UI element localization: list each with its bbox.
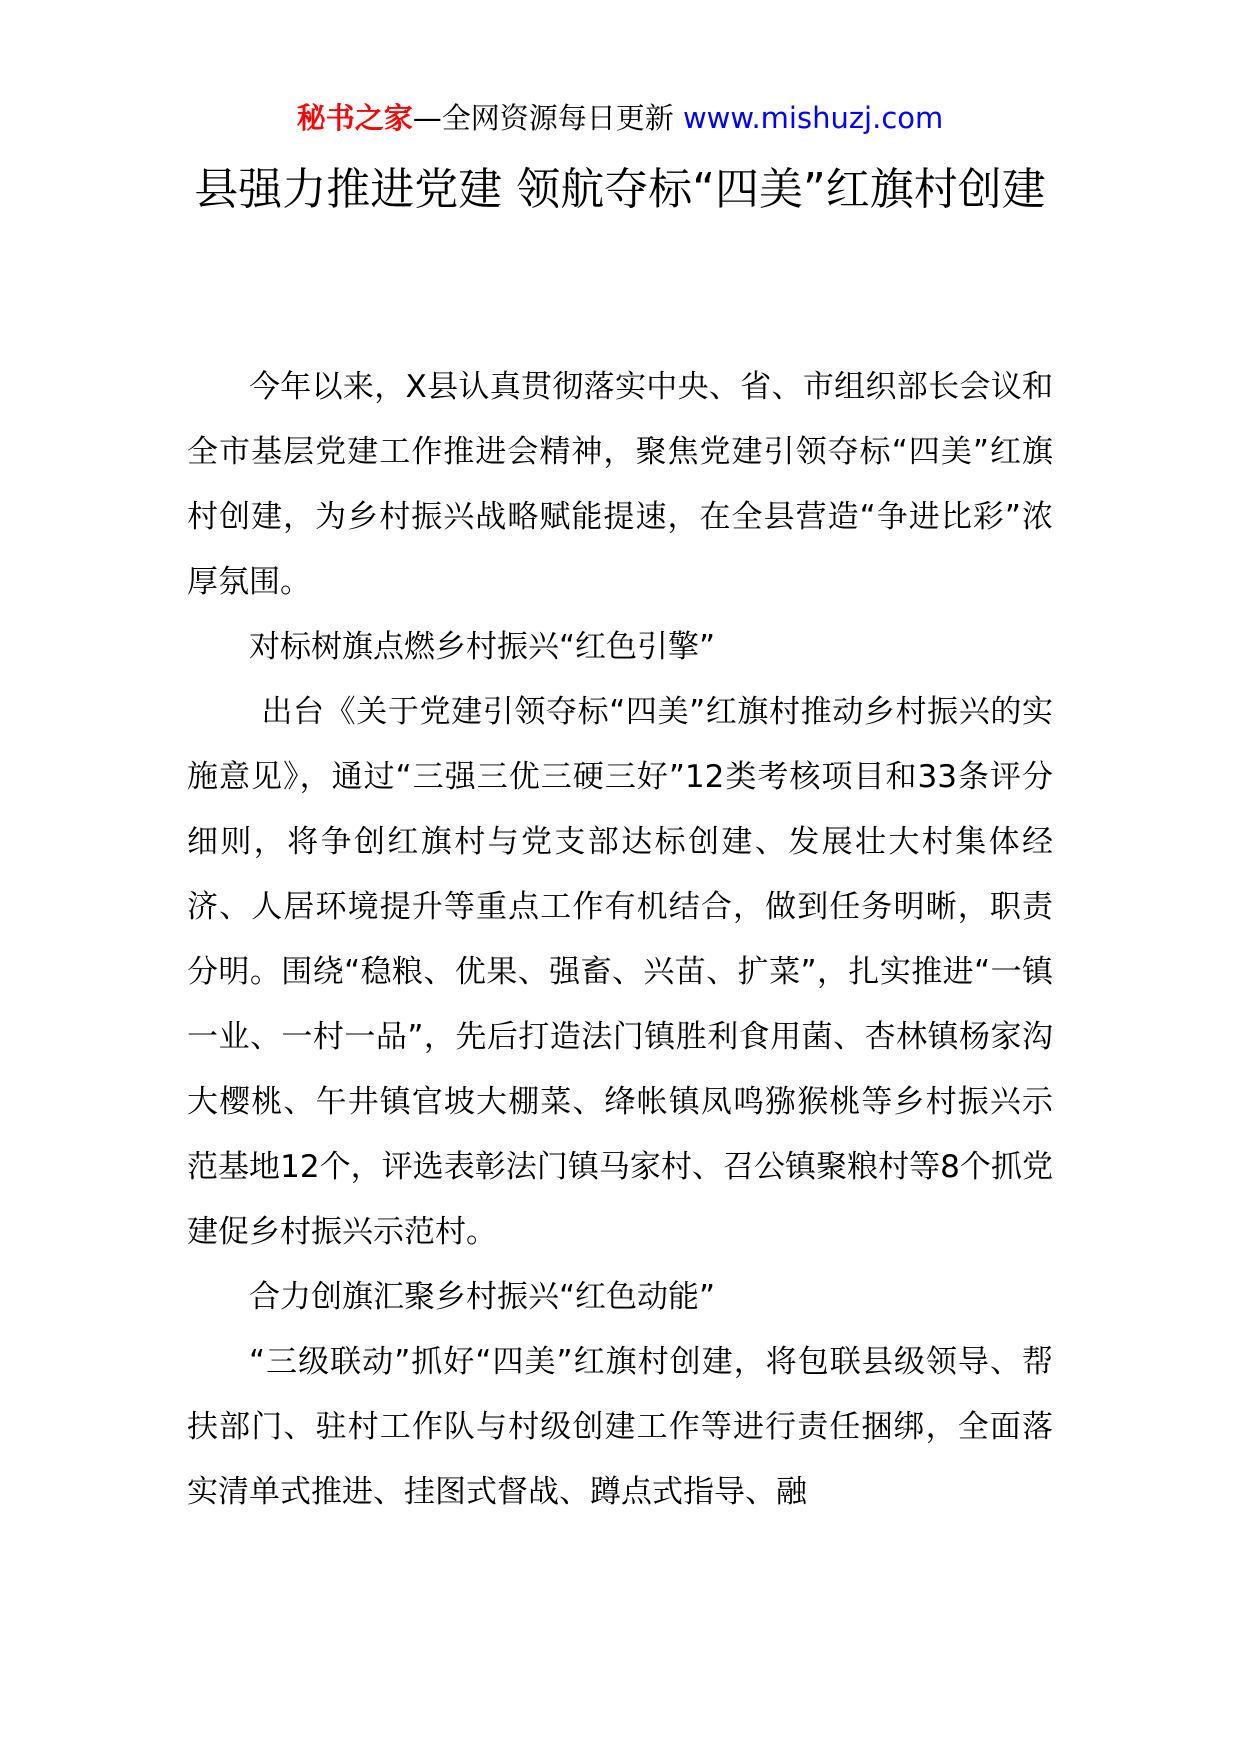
section-heading-1: 对标树旗点燃乡村振兴“红色引擎” bbox=[249, 629, 716, 665]
intro-paragraph: 今年以来，X县认真贯彻落实中央、省、市组织部长会议和全市基层党建工作推进会精神，聚焦党建引领夺标“四美”红旗村创建，为乡村振兴战略赋能提速，在全县营造“争进比彩”浓厚氛围。 bbox=[187, 369, 1053, 600]
section-heading-2: 合力创旗汇聚乡村振兴“红色动能” bbox=[249, 1279, 716, 1315]
site-url-link[interactable]: www.mishuzj.com bbox=[682, 101, 944, 135]
site-header bbox=[0, 98, 1240, 138]
site-tagline: —全网资源每日更新 bbox=[412, 101, 683, 135]
section-paragraph-2: “三级联动”抓好“四美”红旗村创建，将包联县级领导、帮扶部门、驻村工作队与村级创建工作等进行责任捆绑，全面落实清单式推进、挂图式督战、蹲点式指导、融 bbox=[187, 1344, 1053, 1510]
document-title: 县强力推进党建 领航夺标“四美”红旗村创建 bbox=[194, 164, 1046, 215]
section-paragraph-1: 出台《关于党建引领夺标“四美”红旗村推动乡村振兴的实施意见》，通过“三强三优三硬三好”12类考核项目和33条评分细则，将争创红旗村与党支部达标创建、发展壮大村集体经济、人居环境提升等重点工作有机结合，做到任务明晰，职责分明。围绕“稳粮、优果、强畜、兴苗、扩菜”，扎实推进“一镇一业、一村一品”，先后打造法门镇胜利食用菌、杏林镇杨家沟大樱桃、午井镇官坡大棚菜、绛帐镇凤鸣猕猴桃等乡村振兴示范基地12个，评选表彰法门镇马家村、召公镇聚粮村等8个抓党建促乡村振兴示范村。 bbox=[187, 694, 1053, 1250]
document-body bbox=[187, 355, 1053, 1525]
site-brand: 秘书之家 bbox=[296, 101, 413, 135]
